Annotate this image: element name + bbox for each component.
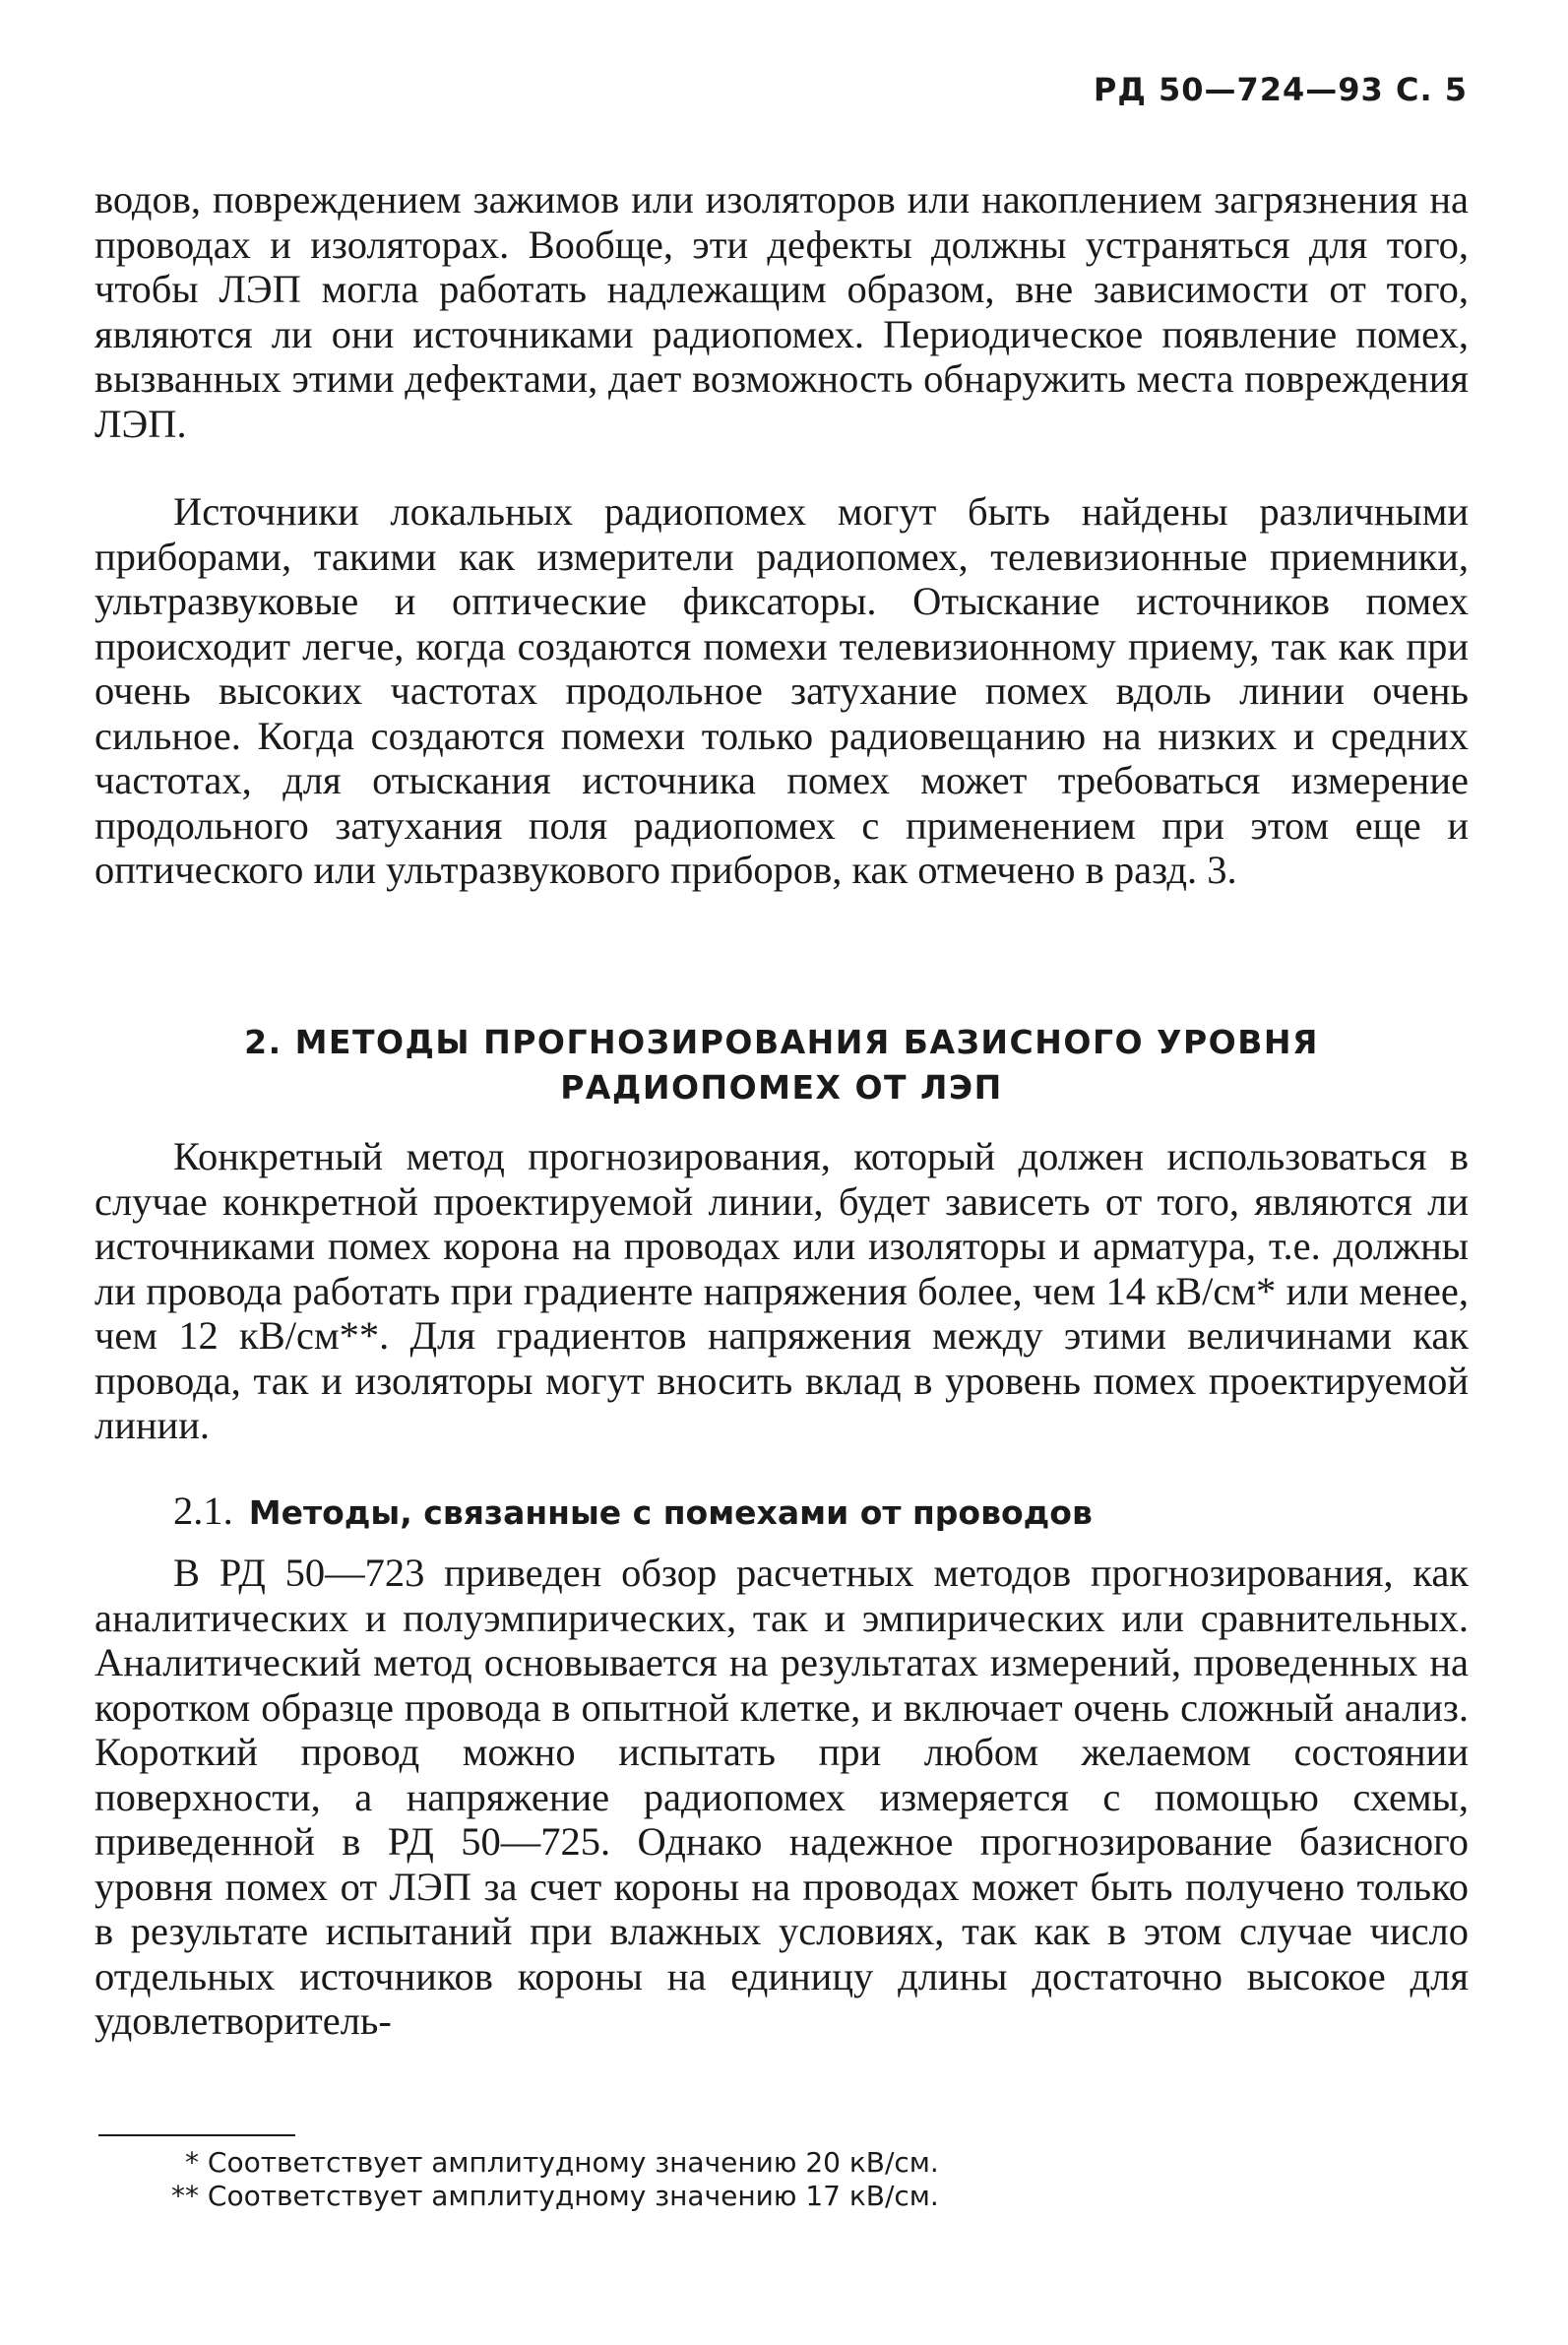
subsection-heading <box>173 1489 1093 1536</box>
section-heading-line-2: РАДИОПОМЕХ ОТ ЛЭП <box>560 1068 1003 1107</box>
paragraph-calculation-methods: В РД 50—723 приведен обзор расчетных методов прогнозирования, как аналитических и полуэмпирических, так и эмпирических или сравнительных. Аналитический метод основывается на результатах измерений, проведенных на коротком образце провода в опытной клетке, и включает очень сложный анализ. Короткий провод можно испытать при любом желаемом состоянии поверхности, а напряжение радиопомех измеряется с помощью схемы, приведенной в РД 50—725. Однако надежное прогнозирование базисного уровня помех от ЛЭП за счет короны на проводах может быть получено только в результате испытаний при влажных условиях, так как в этом случае число отдельных источников короны на единицу длины достаточно высокое для удовлетворитель- <box>94 1551 1469 2043</box>
page-header: РД 50—724—93 С. 5 <box>1093 71 1468 108</box>
paragraph-local-sources: Источники локальных радиопомех могут быть найдены различными приборами, такими как измерители радиопомех, телевизионные приемники, ультразвуковые и оптические фиксаторы. Отыскание источников помех происходит легче, когда создаются помехи телевизионному приему, так как при очень высоких частотах продольное затухание помех вдоль линии очень сильное. Когда создаются помехи только радиовещанию на низких и средних частотах, для отыскания источника помех может требоваться измерение продольного затухания поля радиопомех с применением при этом еще и оптического или ультразвукового приборов, как отмечено в разд. 3. <box>94 489 1469 892</box>
section-heading-line-1: 2. МЕТОДЫ ПРОГНОЗИРОВАНИЯ БАЗИСНОГО УРОВНЯ <box>244 1023 1319 1061</box>
subsection-title: Методы, связанные с помехами от проводов <box>248 1493 1093 1532</box>
paragraph-continuation: водов, повреждением зажимов или изоляторов или накоплением загрязнения на проводах и изоляторах. Вообще, эти дефекты должны устраняться для того, чтобы ЛЭП могла работать надлежащим образом, вне зависимости от того, являются ли они источниками радиопомех. Периодическое появление помех, вызванных этими дефектами, дает возможность обнаружить места повреждения ЛЭП. <box>94 177 1469 446</box>
footnote-divider <box>98 2134 295 2136</box>
footnote-2: ** Соответствует амплитудному значению 17 кВ/см. <box>171 2180 939 2212</box>
footnote-1: * Соответствует амплитудному значению 20 кВ/см. <box>185 2146 939 2179</box>
paragraph-method-choice: Конкретный метод прогнозирования, который должен использоваться в случае конкретной проектируемой линии, будет зависеть от того, являются ли источниками помех корона на проводах или изоляторы и арматура, т.е. должны ли провода работать при градиенте напряжения более, чем 14 кВ/см* или менее, чем 12 кВ/см**. Для градиентов напряжения между этими величинами как провода, так и изоляторы могут вносить вклад в уровень помех проектируемой линии. <box>94 1134 1469 1447</box>
subsection-number: 2.1. <box>173 1489 233 1533</box>
section-heading <box>94 1020 1469 1110</box>
